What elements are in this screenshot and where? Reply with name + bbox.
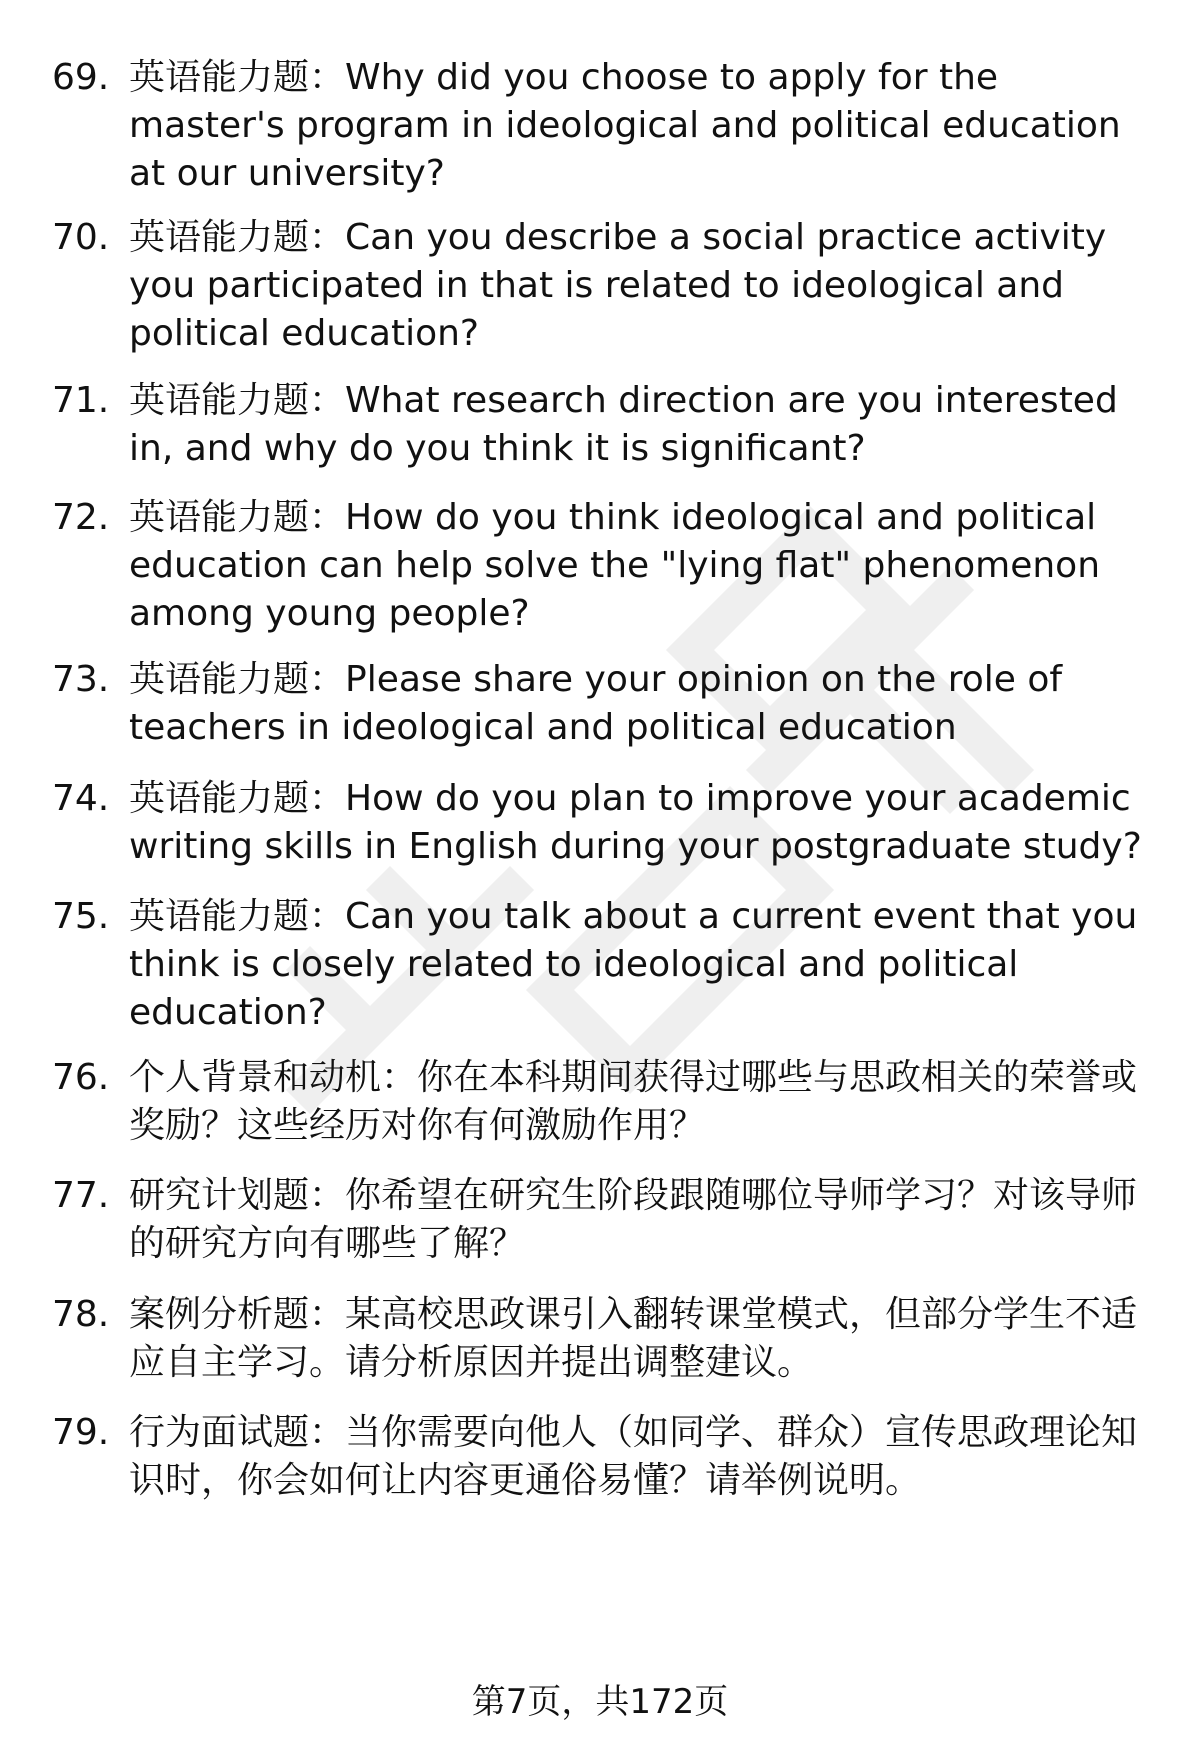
question-number: 79.	[52, 1412, 110, 1453]
question-text: Can you talk about a current event that you think is closely related to ideological and political education?	[129, 896, 1138, 1033]
question-body	[129, 494, 1152, 638]
question-text: How do you plan to improve your academic writing skills in English during your postgraduate study?	[129, 778, 1142, 867]
question-category: 研究计划题：	[129, 1175, 346, 1216]
question-text: 你在本科期间获得过哪些与思政相关的荣誉或奖励？这些经历对你有何激励作用？	[129, 1057, 1138, 1146]
question-text: What research direction are you interested in, and why do you think it is significant?	[129, 380, 1118, 469]
question-number: 75.	[52, 896, 110, 937]
question-text: How do you think ideological and political education can help solve the "lying flat" phenomenon among young people?	[129, 497, 1101, 634]
question-category: 英语能力题：	[129, 57, 346, 98]
page-number-label: 第7页，共172页	[471, 1682, 729, 1722]
question-number: 74.	[52, 778, 110, 819]
question-text: 某高校思政课引入翻转课堂模式，但部分学生不适应自主学习。请分析原因并提出调整建议。	[129, 1294, 1138, 1383]
question-number: 69.	[52, 57, 110, 98]
question-category: 英语能力题：	[129, 497, 346, 538]
question-body	[129, 1409, 1152, 1505]
question-body	[129, 775, 1152, 871]
question-item	[52, 494, 1152, 638]
question-body	[129, 893, 1152, 1037]
question-category: 案例分析题：	[129, 1294, 346, 1335]
question-item	[52, 377, 1152, 473]
question-body	[129, 214, 1152, 358]
question-item	[52, 1172, 1152, 1268]
question-category: 英语能力题：	[129, 659, 346, 700]
question-item	[52, 775, 1152, 871]
question-item	[52, 54, 1152, 198]
question-body	[129, 656, 1152, 752]
question-body	[129, 377, 1152, 473]
question-body	[129, 1172, 1152, 1268]
question-item	[52, 1054, 1152, 1150]
page-footer	[0, 1678, 1200, 1726]
question-category: 英语能力题：	[129, 778, 346, 819]
question-category: 英语能力题：	[129, 380, 346, 421]
question-number: 70.	[52, 217, 110, 258]
question-text: Can you describe a social practice activity you participated in that is related to ideological and political education?	[129, 217, 1107, 354]
question-number: 77.	[52, 1175, 110, 1216]
question-category: 英语能力题：	[129, 896, 346, 937]
question-text: Why did you choose to apply for the master's program in ideological and political education at our university?	[129, 57, 1121, 194]
question-item	[52, 1409, 1152, 1505]
question-number: 71.	[52, 380, 110, 421]
question-item	[52, 893, 1152, 1037]
question-body	[129, 54, 1152, 198]
question-number: 73.	[52, 659, 110, 700]
question-text: 当你需要向他人（如同学、群众）宣传思政理论知识时，你会如何让内容更通俗易懂？请举例说明。	[129, 1412, 1138, 1501]
question-number: 72.	[52, 497, 110, 538]
question-body	[129, 1291, 1152, 1387]
question-category: 行为面试题：	[129, 1412, 346, 1453]
question-body	[129, 1054, 1152, 1150]
question-item	[52, 656, 1152, 752]
question-item	[52, 1291, 1152, 1387]
question-item	[52, 214, 1152, 358]
question-text: Please share your opinion on the role of teachers in ideological and political education	[129, 659, 1063, 748]
question-number: 78.	[52, 1294, 110, 1335]
question-category: 英语能力题：	[129, 217, 346, 258]
question-text: 你希望在研究生阶段跟随哪位导师学习？对该导师的研究方向有哪些了解？	[129, 1175, 1138, 1264]
question-category: 个人背景和动机：	[129, 1057, 418, 1098]
question-number: 76.	[52, 1057, 110, 1098]
